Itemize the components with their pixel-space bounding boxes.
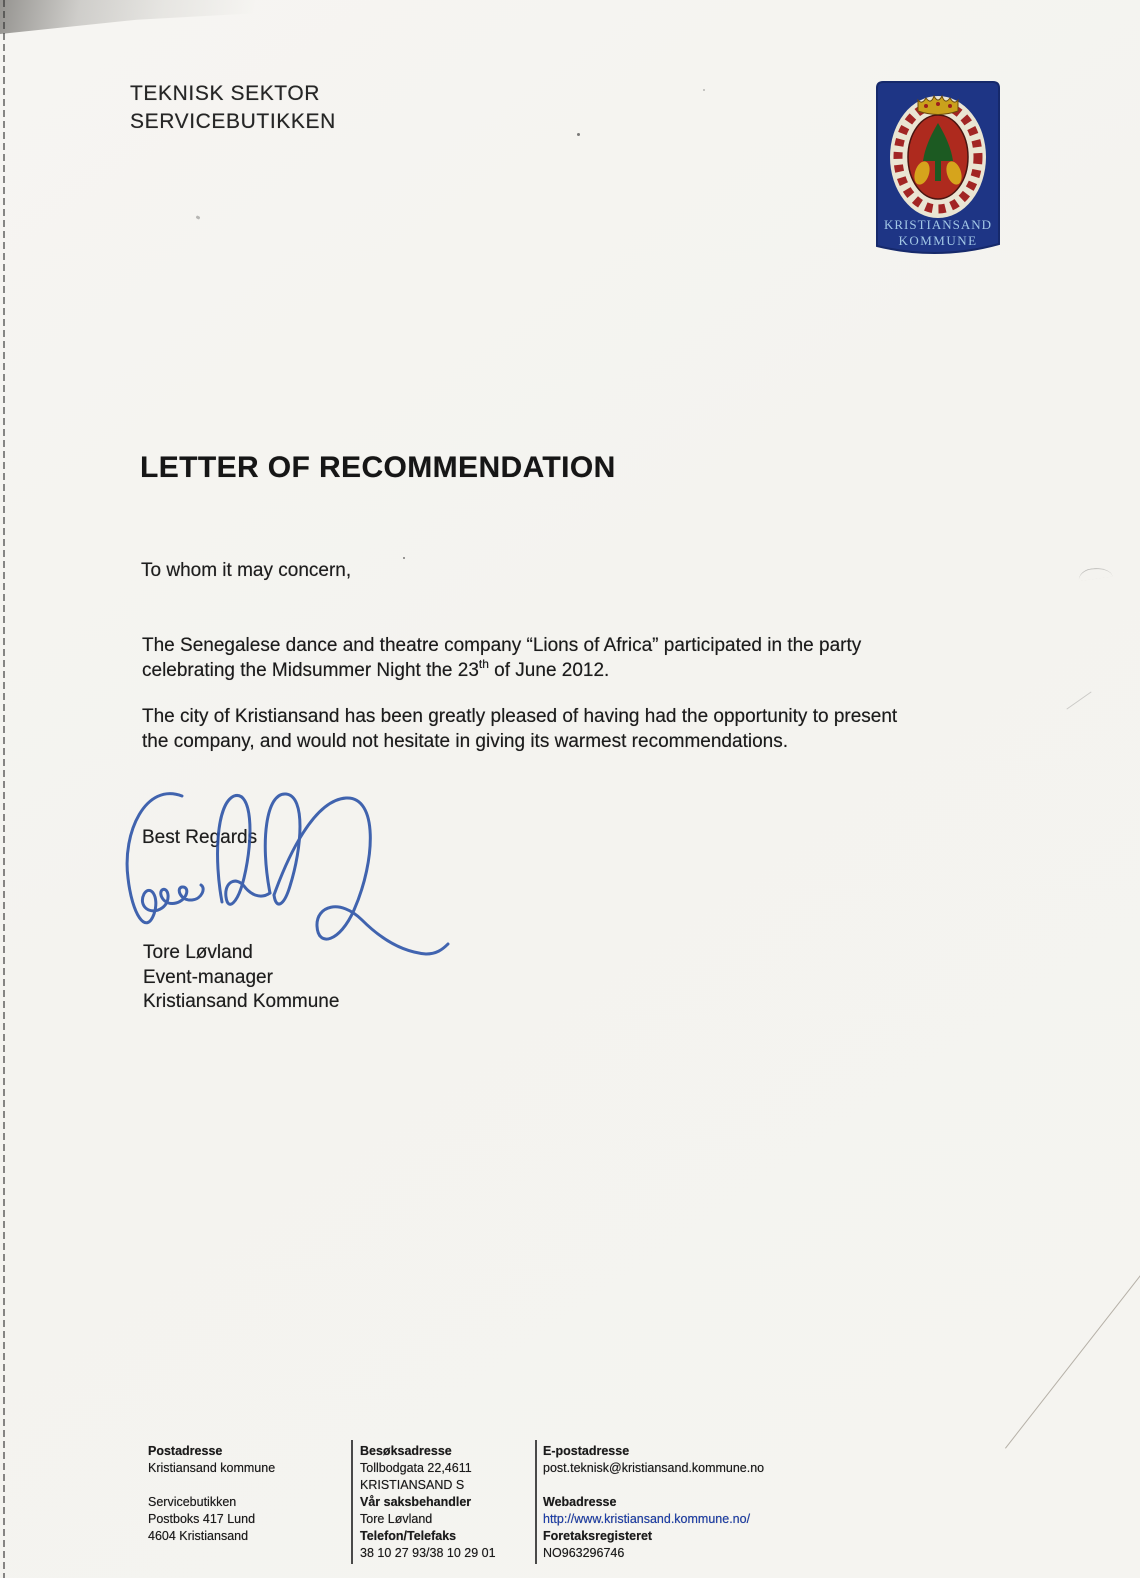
- footer-email: post.teknisk@kristiansand.kommune.no: [543, 1461, 765, 1475]
- paragraph-1-line-2: [142, 658, 861, 683]
- footer-heading: Foretaksregisteret: [543, 1529, 653, 1543]
- footer-email-web: [543, 1443, 764, 1562]
- footer-divider: [351, 1440, 353, 1564]
- footer-line: KRISTIANSAND S: [360, 1478, 465, 1492]
- footer-divider: [535, 1440, 537, 1564]
- footer-heading: Telefon/Telefaks: [360, 1529, 457, 1543]
- footer-line: 38 10 27 93/38 10 29 01: [360, 1546, 496, 1560]
- letter-title: LETTER OF RECOMMENDATION: [140, 451, 616, 484]
- footer-spacer: [148, 1477, 275, 1494]
- signer-organization: Kristiansand Kommune: [143, 991, 340, 1012]
- footer-line: Postboks 417 Lund: [148, 1512, 256, 1526]
- scan-speck: [703, 89, 705, 91]
- footer-postal-address: [148, 1443, 275, 1545]
- footer-web-url: http://www.kristiansand.kommune.no/: [543, 1512, 751, 1526]
- scan-edge-line: [3, 0, 5, 1578]
- footer-line: Tore Løvland: [360, 1512, 433, 1526]
- footer-heading: Besøksadresse: [360, 1444, 452, 1458]
- paragraph-1-line-1: The Senegalese dance and theatre company “Lions of Africa” participated in the party: [142, 635, 862, 656]
- letterhead-sector: TEKNISK SEKTOR: [130, 82, 321, 105]
- footer-heading: Postadresse: [148, 1444, 223, 1458]
- coat-of-arms-icon: [874, 79, 1002, 265]
- scan-speck: [577, 133, 580, 136]
- footer-line: Kristiansand kommune: [148, 1461, 276, 1475]
- footer-org-number: NO963296746: [543, 1546, 625, 1560]
- salutation: To whom it may concern,: [141, 560, 352, 581]
- signer-name: Tore Løvland: [143, 942, 253, 963]
- paper-crease-right-lower: [1066, 691, 1091, 709]
- letterhead: [130, 80, 336, 136]
- paragraph-2-line-2: the company, and would not hesitate in giving its warmest recommendations.: [142, 731, 788, 752]
- paragraph-1: [142, 633, 861, 683]
- signer-role: Event-manager: [143, 966, 273, 988]
- closing-phrase: Best Regards: [142, 827, 258, 848]
- kristiansand-kommune-logo: [874, 79, 1002, 265]
- logo-text-line2: KOMMUNE: [898, 233, 978, 248]
- footer-line: Servicebutikken: [148, 1495, 237, 1509]
- footer-spacer: [543, 1477, 764, 1494]
- footer-heading: Vår saksbehandler: [360, 1495, 472, 1509]
- footer-line: 4604 Kristiansand: [148, 1529, 249, 1543]
- ordinal-superscript: th: [478, 656, 489, 671]
- paragraph-2: [142, 704, 897, 754]
- paragraph-1-line-2-text: celebrating the Midsummer Night the 23: [142, 660, 479, 681]
- signature-block: [143, 941, 339, 1015]
- paragraph-2-line-1: The city of Kristiansand has been greatly pleased of having had the opportunity to present: [142, 706, 898, 727]
- paper-crease-right-upper: [1077, 566, 1112, 582]
- logo-text-line1: KRISTIANSAND: [883, 217, 993, 232]
- scan-speck: [403, 557, 405, 559]
- scan-smudge-top-left: [0, 0, 360, 34]
- footer-heading: Webadresse: [543, 1495, 617, 1509]
- footer-visiting-address: [360, 1443, 496, 1562]
- footer-heading: E-postadresse: [543, 1444, 630, 1458]
- paper-crease-bottom-right: [1005, 1267, 1140, 1449]
- paragraph-1-line-2-end: of June 2012.: [488, 660, 610, 681]
- footer-line: Tollbodgata 22,4611: [360, 1461, 472, 1475]
- letterhead-department: SERVICEBUTIKKEN: [130, 110, 336, 133]
- scan-speck: [196, 215, 201, 220]
